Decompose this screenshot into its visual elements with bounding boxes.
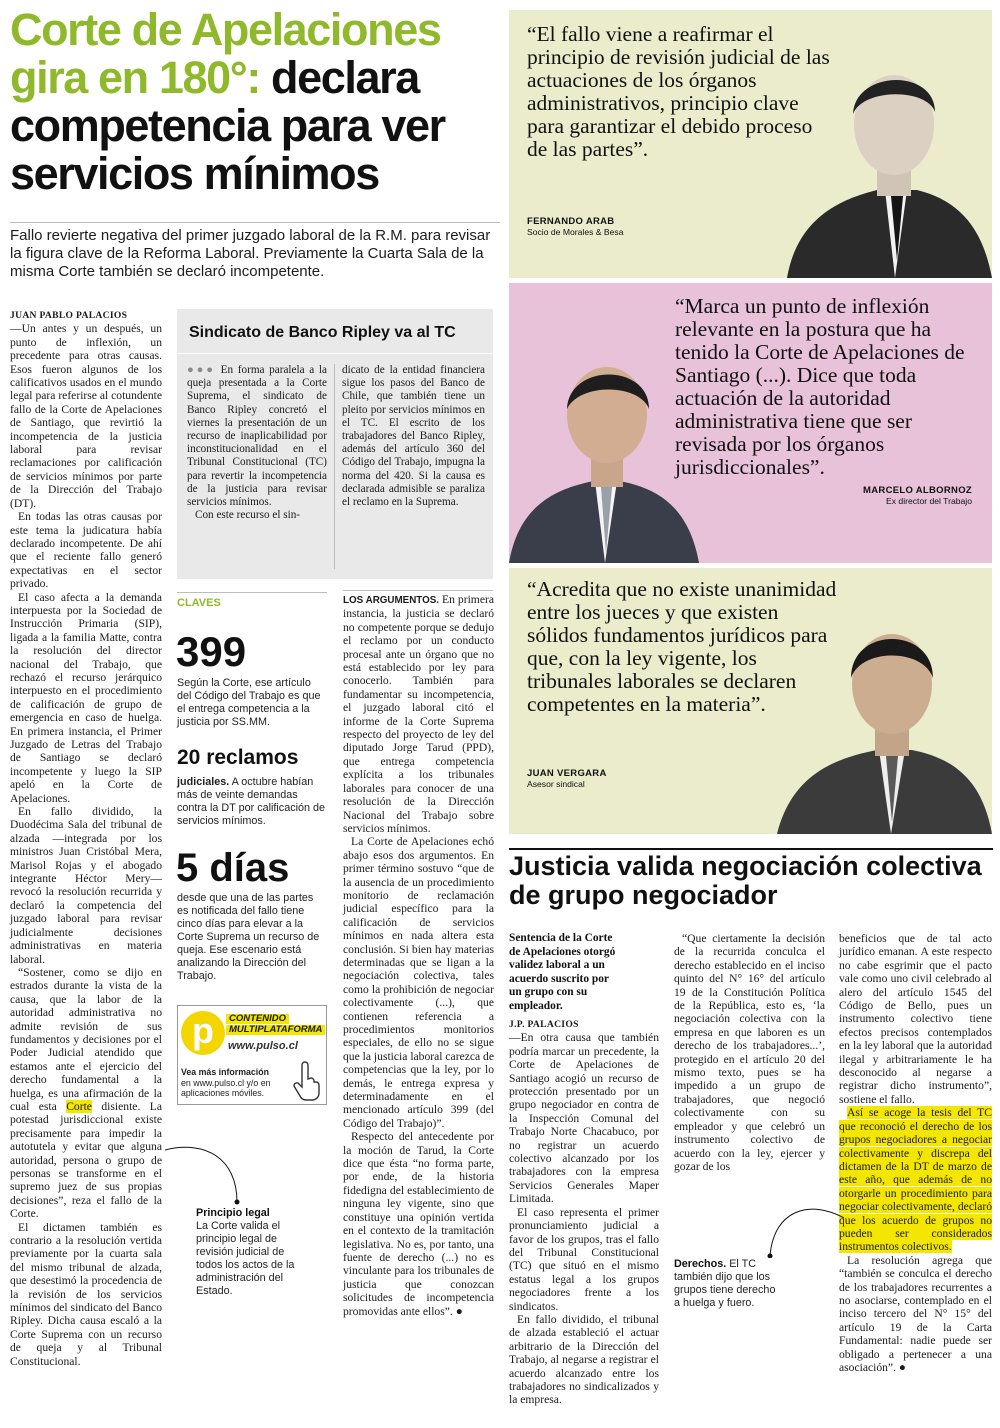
article1-column-3 — [343, 593, 494, 1318]
article2-lede: Sentencia de la Corte de Apelaciones otorgó validez laboral a un acuerdo suscrito por un grupo con su empleador. — [509, 932, 616, 1012]
clave-text-399: Según la Corte, ese artículo del Código del Trabajo es que el entrega competencia a la justicia por SS.MM. — [177, 677, 321, 728]
headline-line-3: competencia para ver — [10, 100, 445, 151]
article2-column-2 — [674, 932, 825, 1173]
hand-pointer-icon — [292, 1061, 322, 1101]
divider — [177, 353, 493, 354]
article1-paragraph: En todas las otras causas por este tema la judicatura había declarado incompetente. De ahí que el reciente fallo generó expectativas en el sector privado. — [10, 510, 162, 591]
article1-paragraph: En fallo dividido, la Duodécima Sala del tribunal de alzada —integrada por los ministros Juan Cristóbal Mera, Marisol Rojas y el abogado integrante Héctor Mery— revocó la resolución recurrida y declaró la competencia del juzgado laboral para revisar judicialmente decisiones administrativas en materia laboral. — [10, 805, 162, 966]
clave-number-399: 399 — [176, 628, 247, 675]
divider — [177, 592, 327, 593]
quote-author-role: Socio de Morales & Besa — [527, 227, 624, 237]
quote-author-name: MARCELO ALBORNOZ — [863, 485, 972, 496]
subheadline: Fallo revierte negativa del primer juzgado laboral de la R.M. para revisar la figura clave de la Reforma Laboral. Previamente la Cuarta Sala de la misma Corte también se declaró incompetente. — [10, 222, 500, 281]
clave-number-5-dias: 5 días — [176, 846, 290, 890]
quote-author-role: Ex director del Trabajo — [886, 496, 972, 506]
ripley-sidebar-title: Sindicato de Banco Ripley va al TC — [189, 324, 456, 341]
article2-headline: Justicia valida negociación colectiva de grupo negociador — [509, 848, 993, 910]
callout-principio-legal: Principio legal La Corte valida el principio legal de revisión judicial de todos los actos de la administración del Estado. — [196, 1207, 306, 1298]
callout-connector-line — [752, 1200, 844, 1260]
article1-paragraph: —Un antes y un después, un punto de inflexión, un precedente para otras causas. Esos fueron algunos de los calificativos usados en el mundo legal para referirse al cotundente fallo de la Corte de Apelaciones de Santiago, que revirtió la incompetencia de la justicia laboral para revisar reclamaciones por calificación de servicios mínimos por parte de la Dirección del Trabajo (DT). — [10, 322, 162, 510]
article2-paragraph: El caso representa el primer pronunciamiento judicial a favor de los grupos, tras el fallo del Tribunal Constitucional (TC) que situó en el mismo estatus legal a los grupos negociadores frente a los sindicatos. — [509, 1205, 659, 1313]
ripley-sidebar-column-2: dicato de la entidad financiera sigue los pasos del Banco de Chile, que también tiene un pleito por servicios mínimos en el TC. El escrito de los trabajadores del Banco Ripley, además del artículo 360 del Código del Trabajo, impugna la norma del 420. Si la causa es declarada admisible se paraliza el reclamo en la Suprema. — [342, 364, 485, 509]
portrait-marcelo-albornoz — [509, 353, 699, 563]
clave-number-20-reclamos: 20 reclamos — [177, 746, 299, 769]
quote-author-name: JUAN VERGARA — [527, 768, 607, 779]
quote-panel-vergara — [509, 568, 992, 834]
callout-principio-title: Principio legal — [196, 1207, 270, 1219]
article2-paragraph: “Que ciertamente la decisión de la recurrida conculca el derecho establecido en el inciso quinto del N° 16° del artículo 19 de la Constitución Política de la República, esto es, ‘la negociación colectiva con la empresa en que laboren es un derecho de los trabajadores...’, protegido en el artículo 20 del mismo texto, pues se ha impedido a un grupo de trabajadores, que negoció colectivamente con su empleador y que celebró un instrumento colectivo de acuerdo con la ley, ejercer y gozar de los — [674, 932, 825, 1173]
article1-paragraph: La Corte de Apelaciones echó abajo esos dos argumentos. En primer término sostuvo “que de la ausencia de un procedimiento monitorio de reclamación judicial específico para la calificación de servicios mínimos en nada altera esta conclusión. Si bien hay materias determinadas que se ligan a la negociación colectiva, tales como la prohibición de negociar colectivamente (...), que contienen referencia a procedimientos monitorios especiales, de ello no se sigue que la justicia laboral carezca de competencias que la ley, por lo demás, le entrega expresa y determinadamente en el mencionado artículo 399 (del Código del Trabajo)”. — [343, 835, 494, 1130]
quote-text: “Marca un punto de inflexión relevante en la postura que ha tenido la Corte de Apelaciones de Santiago (...). Dice que toda actuación de la autoridad administrativa tiene que ser revisada por los órganos jurisdiccionales”. — [675, 294, 965, 479]
headline-line-1: Corte de Apelaciones — [10, 4, 441, 55]
article2-paragraph: La resolución agrega que “también se conculca el derecho de los trabajadores recurrentes a no asociarse, contemplado en el inciso tercero del N° 15° del artículo 19 de la Carta Fundamental: nadie puede ser obligado a pertenecer a una asociación”. ● — [839, 1253, 992, 1374]
headline-line-2-green: gira en 180°: — [10, 52, 260, 103]
quote-panel-arab — [509, 10, 992, 278]
clave-text-5-dias: desde que una de las partes es notificada del fallo tiene cinco días para elevar a la Corte Suprema un recurso de queja. Ese escenario está analizando la Dirección del Trabajo. — [177, 892, 320, 982]
article2-column-1 — [509, 1018, 659, 1407]
headline-line-2-black: declara — [259, 52, 419, 103]
quote-text: “Acredita que no existe unanimidad entre los jueces y que existen sólidos fundamentos jurídicos para que, con la ley vigente, los tribunales laborales se declaren competentes en la materia”. — [527, 577, 837, 716]
article1-paragraph: El dictamen también es contrario a la resolución vertida previamente por la cuarta sala del mismo tribunal de alzada, que desestimó la procedencia de la revisión de los servicios mínimos del sindicato del Banco Ripley. Dicha causa escaló a la Corte Suprema con un recurso de queja y al Tribunal Constitucional. — [10, 1220, 162, 1368]
pulso-logo-letter: p — [192, 1010, 214, 1051]
article1-paragraph: El caso afecta a la demanda interpuesta por la Sociedad de Instrucción Primaria (SIP), ligada a la familia Matte, contra la resolución del director nacional del Trabajo, que rechazó el recurso jerárquico interpuesto en el procedimiento de calificación de grupo de emergencia en caso de huelga. En primera instancia, el Primer Juzgado de Letras del Trabajo de Santiago se declaró incompetente y luego la SIP apeló en la Corte de Apelaciones. — [10, 590, 162, 805]
article1-paragraph: LOS ARGUMENTOS. En primera instancia, la justicia se declaró no competente porque se dedujo el reclamo por un conducto procesal ante un órgano que no está establecido por ley para conocerlo. También para fundamentar su incompetencia, el juzgado laboral citó el informe de la Corte Suprema respecto del proyecto de ley del diputado Jorge Tarud (PPD), que entrega competencia explícita a los tribunales laborales para conocer de una resolución de la Dirección Nacional del Trabajo sobre servicios mínimos. — [343, 593, 494, 835]
article1-byline: JUAN PABLO PALACIOS — [10, 310, 128, 321]
ripley-sidebar-column-1: ●●● En forma paralela a la queja presentada a la Corte Suprema, el sindicato de Banco Ripley concretó el viernes la presentación de un recurso de inaplicabilidad por inconstitucionalidad en el Tribunal Constitucional (TC) para revertir la incompetencia de la justicia para revisar servicios mínimos. Con este recurso el sin- — [187, 364, 328, 522]
end-mark-icon: ● — [455, 1304, 463, 1318]
article1-paragraph: Respecto del antecedente por la moción de Tarud, la Corte dice que ésta “no forma parte, por ende, de la historia fidedigna del establecimiento de ninguna ley vigente, sino que constituye una opinión vertida en el contexto de la tramitación legislativa. No es, por tanto, una fuente de derecho (...) no es vinculante para los tribunales de justicia que conozcan solicitudes de incompetencia promovidas ante ellos”. ● — [343, 1130, 494, 1318]
page-headline — [10, 6, 500, 198]
bullet-dots-icon: ●●● — [187, 364, 216, 376]
article2-paragraph: beneficios que de tal acto jurídico emanan. A este respecto no cabe esgrimir que el pacto vale como uno civil celebrado al alero del artículo 1545 del Código de Bello, pues un instrumento colectivo tiene efectos precisos contemplados en la ley laboral que la autoridad ilegal y arbitrariamente le ha desconocido al negarse a registrar dicho instrumento”, sostiene el fallo. — [839, 932, 992, 1106]
article2-highlight-paragraph — [839, 1106, 992, 1253]
article1-column-1 — [10, 309, 162, 1368]
headline-line-4: servicios mínimos — [10, 148, 379, 199]
claves-label: CLAVES — [177, 597, 221, 609]
divider — [334, 364, 335, 569]
quote-author-role: Asesor sindical — [527, 779, 585, 789]
article2-column-3 — [839, 932, 992, 1374]
quote-text: “El fallo viene a reafirmar el principio de revisión judicial de las actuaciones de los órganos administrativos, principio clave para garantizar el debido proceso de las partes”. — [527, 22, 830, 161]
clave-text-20-reclamos: judiciales. A octubre habían más de veinte demandas contra la DT por calificación de servicios mínimos. — [177, 776, 326, 827]
callout-derechos-title: Derechos. — [674, 1258, 727, 1270]
pulso-url-link[interactable]: www.pulso.cl — [228, 1040, 298, 1052]
article2-paragraph: —En otra causa que también podría marcar un precedente, la Corte de Apelaciones de Santiago acogió un recurso de protección presentado por un grupo negociador en contra de la Inspección Comunal del Trabajo Norte Chacabuco, por no registrar un acuerdo colectivo alcanzado por los trabajadores con la empresa Servicios Generales Maper Limitada. — [509, 1031, 659, 1206]
highlight-corte: Corte — [66, 1099, 92, 1113]
pulso-label-contenido: CONTENIDO — [226, 1014, 289, 1024]
article1-quote-paragraph: “Sostener, como se dijo en estrados durante la vista de la causa, que la labor de la autoridad administrativa no admite revisión de sus fundamentos y decisiones por el Poder Judicial atendido que estamos ante el ejercicio del derecho fundamental a la huelga, es una afirmación de la cual esta Corte disiente. La potestad jurisdiccional existe precisamente para impedir la autotutela y evitar que alguna autoridad, persona o grupo de personas se transforme en el supremo juez de sus propias decisiones”, reza el fallo de la Corte. — [10, 965, 162, 1221]
callout-connector-line — [165, 1140, 255, 1210]
divider — [343, 590, 493, 591]
pulso-info-text: Vea más información en www.pulso.cl y/o en aplicaciones móviles. — [181, 1067, 271, 1098]
pulso-label-multiplataforma: MULTIPLATAFORMA — [226, 1025, 325, 1035]
quote-author-name: FERNANDO ARAB — [527, 216, 615, 227]
callout-derechos: Derechos. El TC también dijo que los grupos tiene derecho a huelga y fuero. — [674, 1258, 784, 1310]
article2-byline: J.P. PALACIOS — [509, 1019, 579, 1030]
end-mark-icon: ● — [898, 1361, 906, 1374]
quote-panel-albornoz — [509, 283, 992, 563]
article2-paragraph: En fallo dividido, el tribunal de alzada estableció el actuar arbitrario de la Dirección del Trabajo, al negarse a registrar el acuerdo alcanzado entre los trabajadores no sindicalizados y la empresa. — [509, 1312, 659, 1407]
highlighted-text: Así se acoge la tesis del TC que reconoció el derecho de los grupos negociadores a negociar colectivamente y discrepa del dictamen de la DT de marzo de este año, que además de no otorgarle un procedimiento para negociar colectivamente, declaró que los acuerdo de grupos no pueden ser considerados instrumentos colectivos. — [839, 1106, 992, 1254]
